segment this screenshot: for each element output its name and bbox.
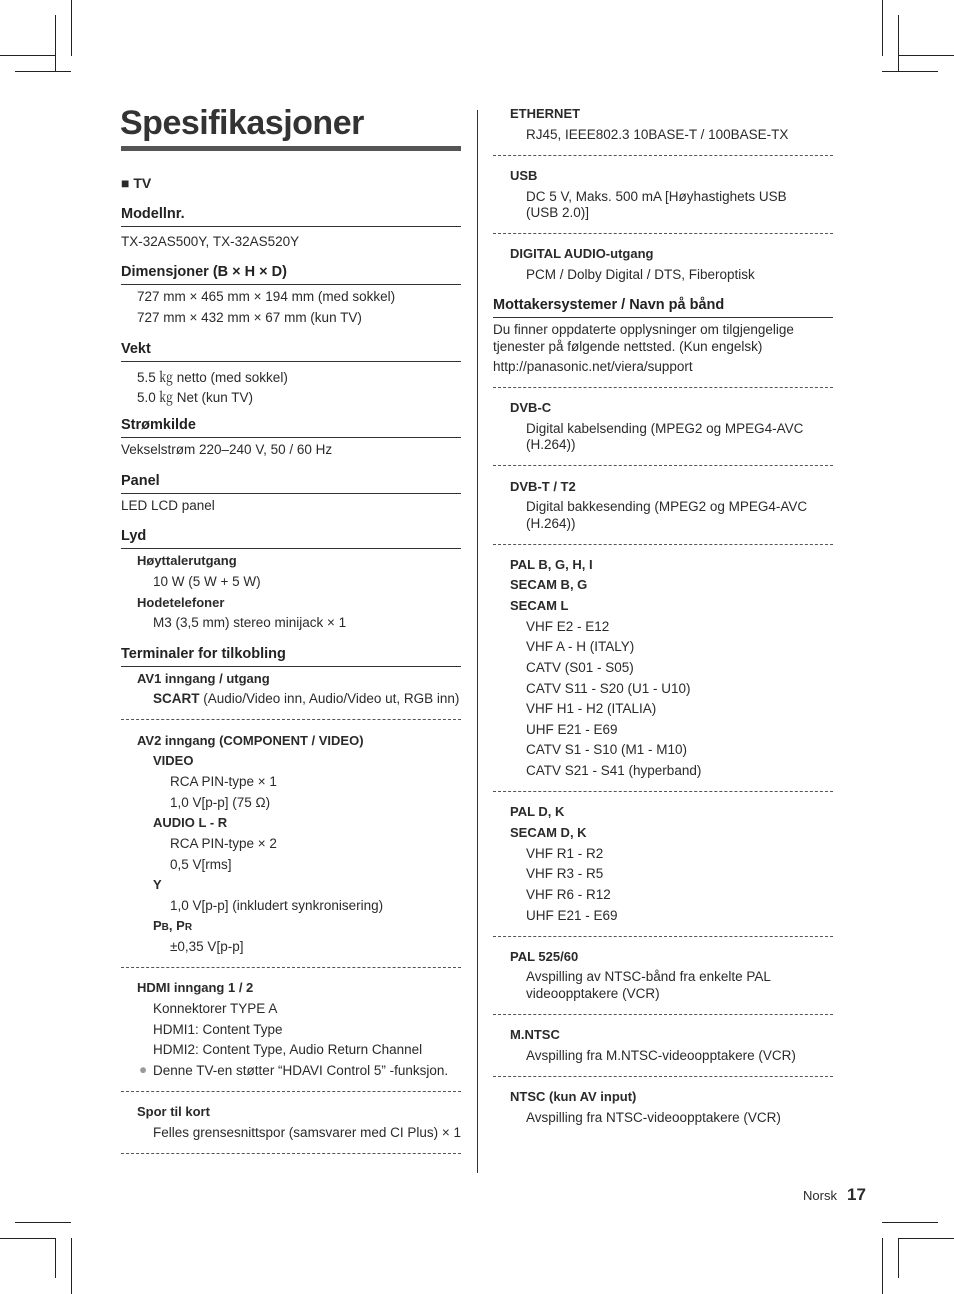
vekt-line: 5.0 ㎏ Net (kun TV)	[137, 390, 254, 405]
band-item: CATV (S01 - S05)	[526, 660, 634, 675]
y-line: 1,0 V[p-p] (inkludert synkronisering)	[170, 898, 384, 913]
heading-rule	[493, 317, 833, 318]
square-bullet-icon: ■	[121, 175, 130, 191]
spor-label: Spor til kort	[137, 1104, 210, 1119]
band-item: VHF R1 - R2	[526, 846, 604, 861]
ethernet-value: RJ45, IEEE802.3 10BASE-T / 100BASE-TX	[526, 127, 789, 142]
dashed-divider	[121, 967, 461, 968]
pal-dk-label: SECAM D, K	[510, 825, 587, 840]
hdmi-label: HDMI inngang 1 / 2	[137, 980, 254, 995]
dimensjoner-line: 727 mm × 465 mm × 194 mm (med sokkel)	[137, 289, 396, 304]
dashed-divider	[493, 465, 833, 466]
dashed-divider	[493, 791, 833, 792]
usb-label: USB	[510, 168, 538, 183]
digital-audio-label: DIGITAL AUDIO-utgang	[510, 246, 654, 261]
ethernet-label: ETHERNET	[510, 106, 581, 121]
hdmi-note: Denne TV-en støtter “HDAVI Control 5” -funksjon.	[153, 1063, 449, 1078]
mottaker-line: tjenester på følgende nettsted. (Kun engelsk)	[493, 339, 763, 354]
modell-heading: Modellnr.	[121, 206, 185, 222]
vekt-line: 5.5 ㎏ netto (med sokkel)	[137, 370, 288, 385]
heading-rule	[121, 226, 461, 227]
footer-language: Norsk	[803, 1188, 837, 1203]
av1-scart-line: SCART (Audio/Video inn, Audio/Video ut, RGB inn)	[153, 691, 460, 706]
dashed-divider	[121, 1091, 461, 1092]
heading-rule	[121, 284, 461, 285]
usb-line: DC 5 V, Maks. 500 mA [Høyhastighets USB	[526, 189, 787, 204]
av1-label: AV1 inngang / utgang	[137, 671, 270, 686]
panel-heading: Panel	[121, 473, 160, 489]
heading-rule	[121, 437, 461, 438]
support-url: http://panasonic.net/viera/support	[493, 359, 693, 374]
lyd-sub-value: M3 (3,5 mm) stereo minijack × 1	[153, 615, 347, 630]
band-item: VHF A - H (ITALY)	[526, 639, 635, 654]
y-label: Y	[153, 877, 162, 892]
dashed-divider	[121, 1153, 461, 1154]
column-divider	[477, 110, 478, 1173]
terminaler-heading: Terminaler for tilkobling	[121, 646, 286, 662]
dimensjoner-heading: Dimensjoner (B × H × D)	[121, 264, 287, 280]
spor-line: Felles grensesnittspor (samsvarer med CI Plus) × 1	[153, 1125, 461, 1140]
dvbc-label: DVB-C	[510, 400, 552, 415]
dimensjoner-line: 727 mm × 432 mm × 67 mm (kun TV)	[137, 310, 362, 325]
audio-line: RCA PIN-type × 2	[170, 836, 277, 851]
panel-value: LED LCD panel	[121, 498, 215, 513]
band-item: VHF E2 - E12	[526, 619, 610, 634]
lyd-heading: Lyd	[121, 528, 147, 544]
hdmi-line: HDMI1: Content Type	[153, 1022, 283, 1037]
dashed-divider	[493, 233, 833, 234]
page-title: Spesifikasjoner	[120, 104, 364, 142]
lyd-sub-label: Høyttalerutgang	[137, 553, 237, 568]
ntsc-value: Avspilling fra NTSC-videoopptakere (VCR)	[526, 1110, 781, 1125]
hdmi-line: HDMI2: Content Type, Audio Return Channel	[153, 1042, 423, 1057]
pal525-line: videoopptakere (VCR)	[526, 986, 660, 1001]
heading-rule	[121, 361, 461, 362]
pb-pr-line: ±0,35 V[p-p]	[170, 939, 244, 954]
dvbt-label: DVB-T / T2	[510, 479, 576, 494]
audio-label: AUDIO L - R	[153, 815, 228, 830]
band-item: VHF H1 - H2 (ITALIA)	[526, 701, 657, 716]
dvbc-line: Digital kabelsending (MPEG2 og MPEG4-AVC	[526, 421, 804, 436]
tv-section-heading: ■ TV	[121, 175, 152, 191]
digital-audio-value: PCM / Dolby Digital / DTS, Fiberoptisk	[526, 267, 755, 282]
dashed-divider	[493, 1014, 833, 1015]
band-item: UHF E21 - E69	[526, 722, 618, 737]
audio-line: 0,5 V[rms]	[170, 857, 232, 872]
band-item: CATV S1 - S10 (M1 - M10)	[526, 742, 688, 757]
lyd-sub-value: 10 W (5 W + 5 W)	[153, 574, 261, 589]
bullet-icon: ●	[139, 1062, 148, 1077]
lyd-sub-label: Hodetelefoner	[137, 595, 225, 610]
strom-value: Vekselstrøm 220–240 V, 50 / 60 Hz	[121, 442, 333, 457]
dashed-divider	[493, 936, 833, 937]
heading-rule	[121, 666, 461, 667]
dashed-divider	[121, 719, 461, 720]
video-line: 1,0 V[p-p] (75 Ω)	[170, 795, 271, 810]
mottaker-line: Du finner oppdaterte opplysninger om tilgjengelige	[493, 322, 794, 337]
modell-value: TX-32AS500Y, TX-32AS520Y	[121, 234, 300, 249]
band-item: UHF E21 - E69	[526, 908, 618, 923]
video-label: VIDEO	[153, 753, 194, 768]
pb-pr-label: PB, PR	[153, 918, 193, 933]
pal-dk-label: PAL D, K	[510, 804, 565, 819]
hdmi-line: Konnektorer TYPE A	[153, 1001, 278, 1016]
strom-heading: Strømkilde	[121, 417, 196, 433]
pal525-label: PAL 525/60	[510, 949, 579, 964]
dashed-divider	[493, 1076, 833, 1077]
video-line: RCA PIN-type × 1	[170, 774, 277, 789]
pal-bg-label: PAL B, G, H, I	[510, 557, 593, 572]
mntsc-value: Avspilling fra M.NTSC-videoopptakere (VCR)	[526, 1048, 796, 1063]
usb-line: (USB 2.0)]	[526, 205, 590, 220]
dvbt-line: (H.264))	[526, 516, 576, 531]
dashed-divider	[493, 155, 833, 156]
heading-rule	[121, 493, 461, 494]
page-number: 17	[847, 1185, 866, 1204]
band-item: CATV S21 - S41 (hyperband)	[526, 763, 702, 778]
band-item: VHF R3 - R5	[526, 866, 604, 881]
ntsc-label: NTSC (kun AV input)	[510, 1089, 637, 1104]
pal525-line: Avspilling av NTSC-bånd fra enkelte PAL	[526, 969, 771, 984]
band-item: VHF R6 - R12	[526, 887, 611, 902]
dashed-divider	[493, 544, 833, 545]
dvbt-line: Digital bakkesending (MPEG2 og MPEG4-AVC	[526, 499, 808, 514]
band-item: CATV S11 - S20 (U1 - U10)	[526, 681, 691, 696]
mottaker-heading: Mottakersystemer / Navn på bånd	[493, 297, 725, 313]
vekt-heading: Vekt	[121, 341, 151, 357]
title-rule	[121, 146, 461, 151]
av2-label: AV2 inngang (COMPONENT / VIDEO)	[137, 733, 364, 748]
heading-rule	[121, 548, 461, 549]
mntsc-label: M.NTSC	[510, 1027, 560, 1042]
pal-bg-label: SECAM L	[510, 598, 569, 613]
pal-bg-label: SECAM B, G	[510, 577, 588, 592]
dashed-divider	[493, 387, 833, 388]
dvbc-line: (H.264))	[526, 437, 576, 452]
